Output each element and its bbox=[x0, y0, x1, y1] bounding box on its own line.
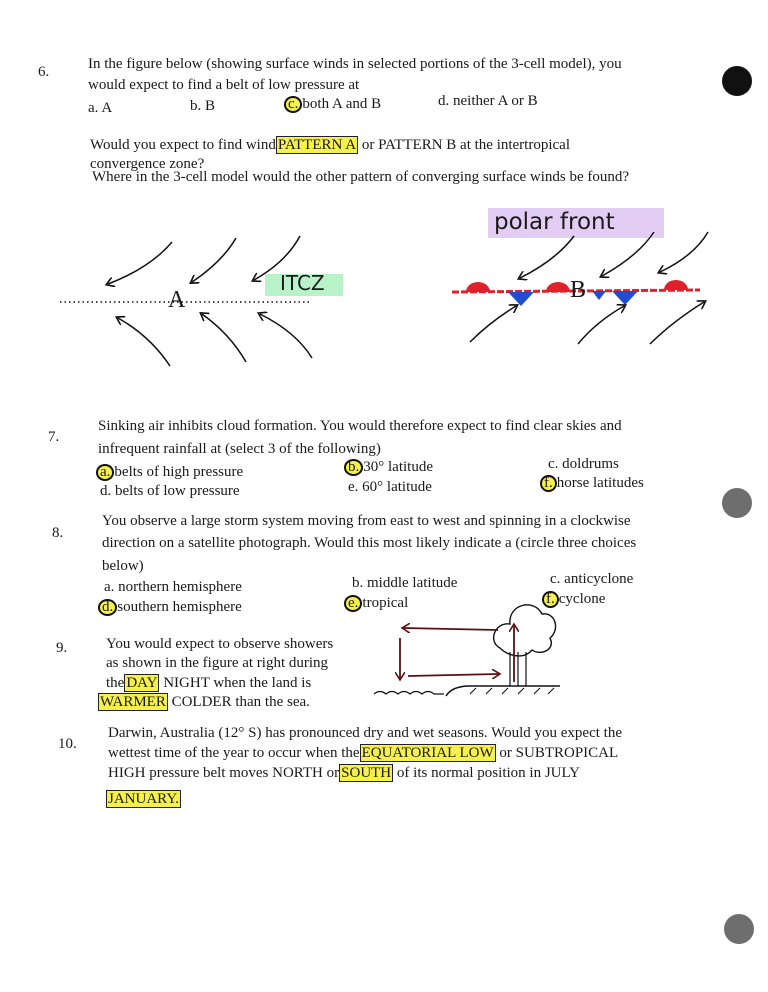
question-9-text-line3 bbox=[106, 674, 311, 692]
selected-answer-circle: f. bbox=[542, 591, 559, 608]
selected-answer-circle: f. bbox=[540, 475, 557, 492]
question-7-option-c: c. doldrums bbox=[548, 456, 619, 472]
question-6-where-question: Where in the 3-cell model would the other pattern of converging surface winds be found? bbox=[92, 169, 630, 185]
question-7-text-line1: Sinking air inhibits cloud formation. You would therefore expect to find clear skies and bbox=[98, 418, 622, 434]
answer-january: JANUARY. bbox=[108, 791, 179, 807]
question-6-option-b: b. B bbox=[190, 98, 216, 114]
upper-air-arrow bbox=[404, 628, 498, 630]
itcz-handwritten-note: ITCZ bbox=[280, 271, 325, 295]
selected-answer-circle: b. bbox=[344, 459, 363, 476]
cloud-icon bbox=[494, 605, 556, 656]
question-10-text-line3 bbox=[108, 764, 580, 782]
question-7-option-a bbox=[96, 463, 243, 481]
selected-answer-circle: c. bbox=[284, 96, 302, 113]
question-6-option-a: a. A bbox=[88, 100, 113, 116]
question-9-night-rest: NIGHT when the land is bbox=[163, 675, 312, 691]
question-9-text-line2: as shown in the figure at right during bbox=[106, 655, 329, 671]
question-8-option-f-text: cyclone bbox=[558, 591, 606, 607]
question-8-number: 8. bbox=[52, 525, 64, 541]
question-6-option-d: d. neither A or B bbox=[438, 93, 538, 109]
question-7-option-f bbox=[540, 474, 644, 492]
cold-front-symbol bbox=[508, 292, 534, 306]
question-7-option-a-text: belts of high pressure bbox=[114, 464, 244, 480]
sea-waves bbox=[374, 692, 444, 695]
question-9-the: the bbox=[106, 675, 125, 691]
question-10-text-line4 bbox=[106, 790, 181, 808]
pattern-question-prefix: Would you expect to find wind bbox=[90, 137, 276, 153]
cold-front-symbol bbox=[612, 291, 638, 305]
selected-answer-circle: e. bbox=[344, 595, 362, 612]
question-9-colder-rest: COLDER than the sea. bbox=[171, 694, 310, 710]
question-10-text-line2 bbox=[108, 744, 618, 762]
question-8-text-line2: direction on a satellite photograph. Would this most likely indicate a (circle three choices bbox=[102, 535, 637, 551]
pattern-b-wind-arrow bbox=[650, 302, 704, 344]
question-10-line2-prefix: wettest time of the year to occur when the bbox=[108, 745, 360, 761]
pattern-b-wind-arrow bbox=[470, 306, 516, 342]
pattern-b-label: B bbox=[570, 277, 587, 303]
pattern-a-wind-arrow bbox=[260, 314, 312, 358]
question-8-option-a: a. northern hemisphere bbox=[104, 579, 242, 595]
question-6-pattern-question-end: convergence zone? bbox=[90, 156, 205, 172]
question-9-text-line1: You would expect to observe showers bbox=[106, 636, 334, 652]
warm-front-symbol bbox=[546, 282, 570, 292]
warm-front-symbol bbox=[466, 282, 490, 292]
pattern-question-middle: or PATTERN B at the intertropical bbox=[361, 137, 570, 153]
question-7-text-line2: infrequent rainfall at (select 3 of the following) bbox=[98, 441, 381, 457]
pattern-b-wind-arrow bbox=[660, 232, 708, 272]
land-hatching bbox=[470, 688, 554, 694]
question-8-option-c: c. anticyclone bbox=[550, 571, 634, 587]
selected-answer-circle: a. bbox=[96, 464, 114, 481]
question-10-line2-suffix: or SUBTROPICAL bbox=[499, 745, 619, 761]
question-6-option-c-text: both A and B bbox=[302, 96, 382, 112]
question-7-number: 7. bbox=[48, 429, 60, 445]
question-10-text-line1: Darwin, Australia (12° S) has pronounced dry and wet seasons. Would you expect the bbox=[108, 725, 622, 741]
cold-front-symbol bbox=[592, 291, 606, 300]
question-7-option-b bbox=[344, 458, 433, 476]
land-surface bbox=[446, 686, 560, 696]
selected-answer-circle: d. bbox=[98, 599, 117, 616]
surface-wind-arrow bbox=[408, 674, 498, 676]
polar-front-handwritten-note: polar front bbox=[494, 209, 615, 235]
pattern-a-wind-arrow bbox=[192, 238, 236, 282]
question-10-line3-prefix: HIGH pressure belt moves NORTH or bbox=[108, 765, 340, 781]
question-7-option-e: e. 60° latitude bbox=[348, 479, 432, 495]
question-8-text-line3: below) bbox=[102, 558, 144, 574]
pattern-b-wind-arrow bbox=[578, 306, 624, 344]
question-8-text-line1: You observe a large storm system moving from east to west and spinning in a clockwise bbox=[102, 513, 631, 529]
question-8-option-d bbox=[98, 598, 242, 616]
question-10-line3-suffix: of its normal position in JULY bbox=[396, 765, 580, 781]
question-7-option-b-text: 30° latitude bbox=[363, 459, 433, 475]
question-6-text-line2: would expect to find a belt of low pressure at bbox=[88, 77, 360, 93]
question-6-number: 6. bbox=[38, 64, 50, 80]
pattern-b-wind-arrow bbox=[602, 232, 654, 276]
question-9-text-line4 bbox=[98, 693, 310, 711]
question-8-option-e bbox=[344, 594, 408, 612]
warm-front-symbol bbox=[664, 280, 688, 290]
question-8-option-f bbox=[542, 590, 605, 608]
question-9-circulation-figure bbox=[374, 605, 560, 696]
question-7-option-f-text: horse latitudes bbox=[556, 475, 644, 491]
question-9-number: 9. bbox=[56, 640, 68, 656]
question-8-option-b: b. middle latitude bbox=[352, 575, 458, 591]
answer-equatorial-low: EQUATORIAL LOW bbox=[361, 745, 494, 761]
question-7-option-d: d. belts of low pressure bbox=[100, 483, 240, 499]
question-8-option-e-text: tropical bbox=[362, 595, 409, 611]
pattern-a-wind-arrow bbox=[118, 318, 170, 366]
pattern-a-label: A bbox=[168, 287, 186, 313]
answer-pattern-a: PATTERN A bbox=[277, 137, 357, 153]
answer-day: DAY bbox=[126, 675, 158, 691]
pattern-b-wind-arrow bbox=[520, 236, 574, 278]
question-10-number: 10. bbox=[58, 736, 77, 752]
pattern-a-wind-arrow bbox=[202, 314, 246, 362]
answer-south: SOUTH bbox=[341, 765, 392, 781]
answer-warmer: WARMER bbox=[100, 694, 166, 710]
question-8-option-d-text: southern hemisphere bbox=[117, 599, 242, 615]
pattern-a-wind-arrow bbox=[108, 242, 172, 284]
question-6-text-line1: In the figure below (showing surface winds in selected portions of the 3-cell model), you bbox=[88, 56, 622, 72]
